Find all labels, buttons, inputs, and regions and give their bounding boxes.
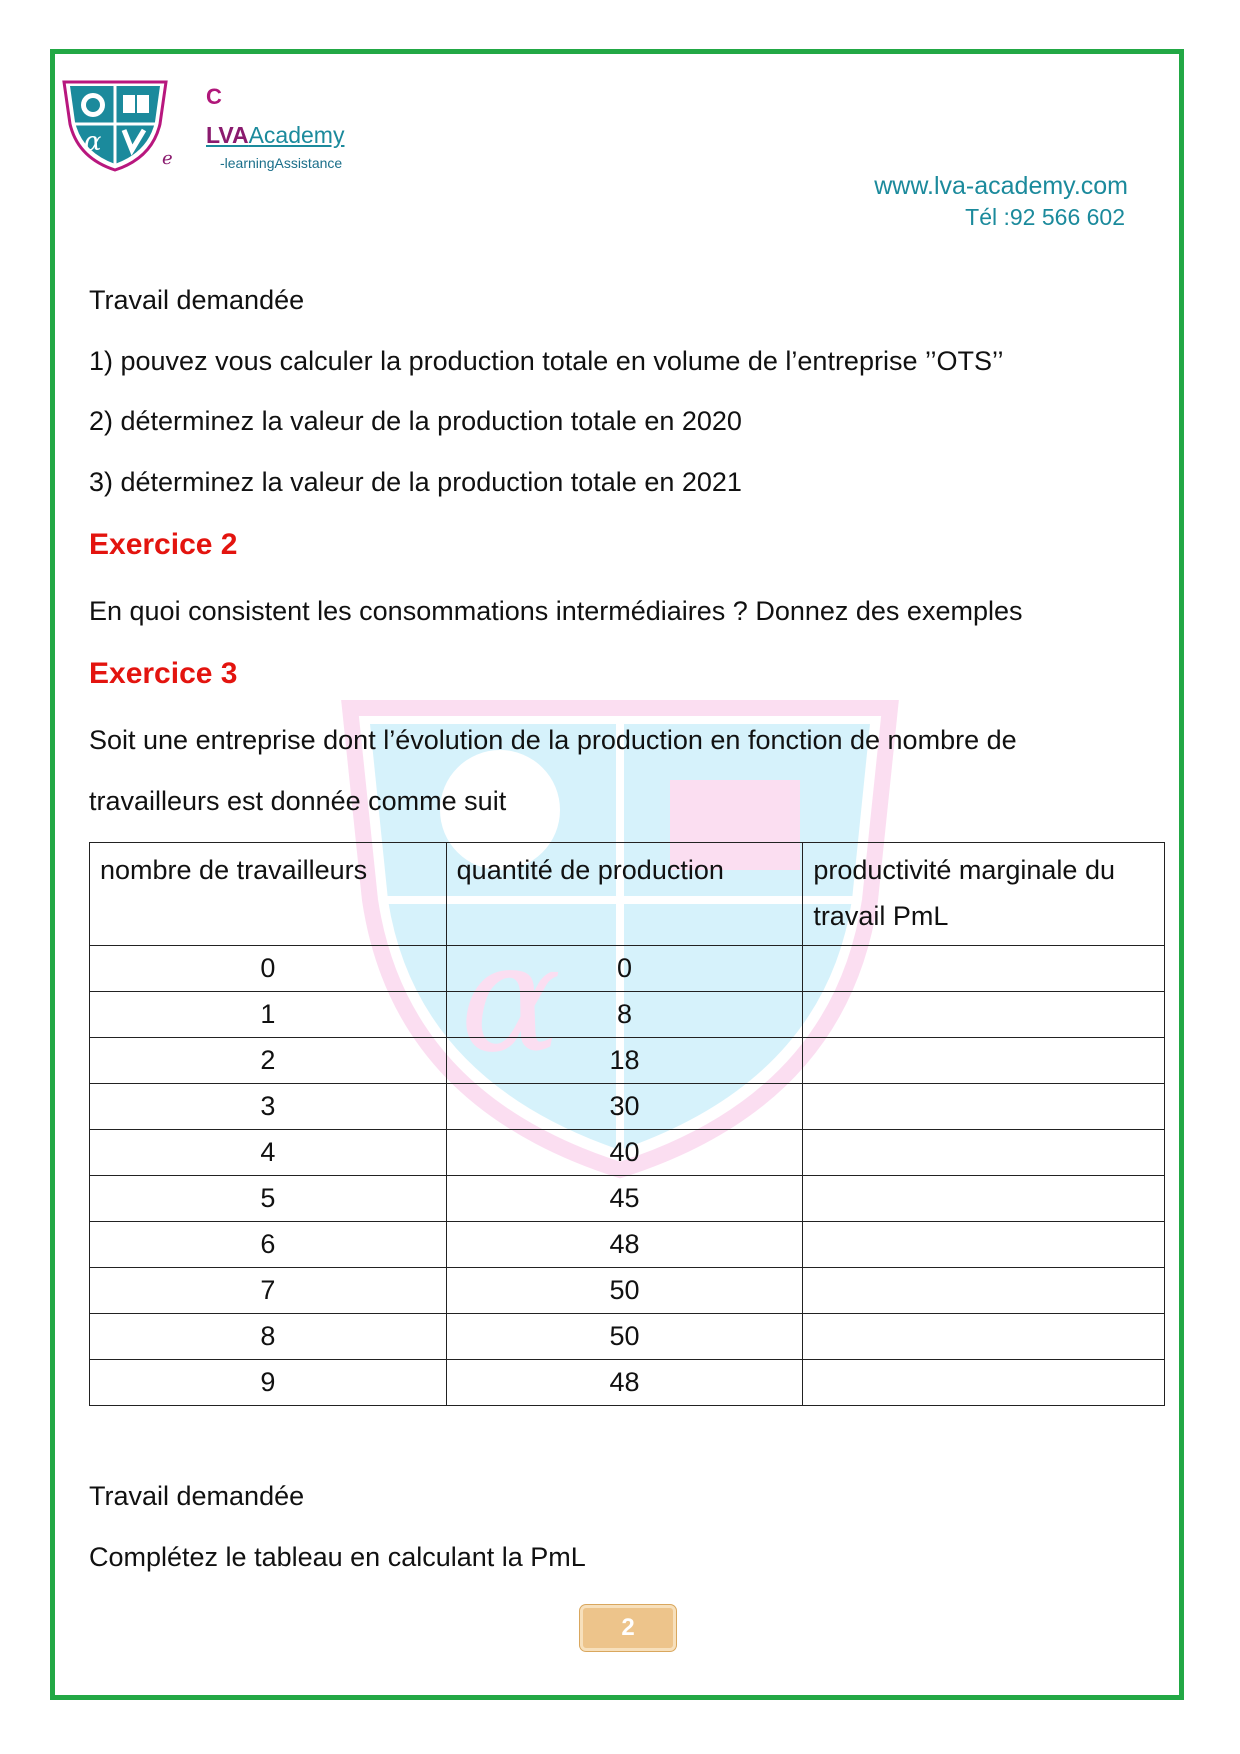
cell-production: 40: [446, 1130, 803, 1176]
cell-pml[interactable]: [803, 1314, 1165, 1360]
cell-pml[interactable]: [803, 1084, 1165, 1130]
cell-workers: 3: [90, 1084, 447, 1130]
cell-production: 30: [446, 1084, 803, 1130]
cell-pml[interactable]: [803, 1176, 1165, 1222]
table-row: [90, 1222, 1165, 1268]
cell-pml[interactable]: [803, 1360, 1165, 1406]
travail-heading-1: Travail demandée: [89, 285, 305, 315]
header-pml: productivité marginale du travail PmL: [803, 843, 1165, 946]
cell-pml[interactable]: [803, 946, 1165, 992]
cell-workers: 7: [90, 1268, 447, 1314]
brand-subtitle: -learningAssistance: [220, 155, 343, 171]
cell-workers: 9: [90, 1360, 447, 1406]
table-row: [90, 946, 1165, 992]
cell-workers: 1: [90, 992, 447, 1038]
question-2: 2) déterminez la valeur de la production totale en 2020: [89, 406, 742, 436]
brand-e: e: [162, 148, 173, 169]
instruction: Complétez le tableau en calculant la PmL: [89, 1542, 586, 1572]
travail-heading-2: Travail demandée: [89, 1481, 305, 1511]
brand-academy: Academy: [248, 122, 345, 148]
brand-name[interactable]: [206, 122, 344, 149]
cell-workers: 0: [90, 946, 447, 992]
cell-workers: 2: [90, 1038, 447, 1084]
exercise-2-title: Exercice 2: [89, 528, 238, 561]
cell-pml[interactable]: [803, 1222, 1165, 1268]
cell-workers: 8: [90, 1314, 447, 1360]
table-row: [90, 1084, 1165, 1130]
cell-production: 48: [446, 1360, 803, 1406]
cell-pml[interactable]: [803, 1130, 1165, 1176]
exercise-2-text: En quoi consistent les consommations intermédiaires ? Donnez des exemples: [89, 596, 1023, 626]
table-row: [90, 1038, 1165, 1084]
cell-workers: 5: [90, 1176, 447, 1222]
question-1: 1) pouvez vous calculer la production totale en volume de l’entreprise ’’OTS’’: [89, 346, 1004, 376]
cell-workers: 4: [90, 1130, 447, 1176]
table-header-row: [90, 843, 1165, 946]
lva-shield-logo-icon: [60, 78, 170, 172]
table-row: [90, 1176, 1165, 1222]
header-production: quantité de production: [446, 843, 803, 946]
table-row: [90, 1268, 1165, 1314]
cell-production: 48: [446, 1222, 803, 1268]
table-row: [90, 1314, 1165, 1360]
cell-pml[interactable]: [803, 1038, 1165, 1084]
cell-production: 18: [446, 1038, 803, 1084]
exercise-3-text-line-2: travailleurs est donnée comme suit: [89, 786, 507, 816]
exercise-3-title: Exercice 3: [89, 657, 238, 690]
table-row: [90, 1130, 1165, 1176]
phone-number: Tél :92 566 602: [965, 204, 1125, 230]
cell-production: 50: [446, 1314, 803, 1360]
cell-production: 45: [446, 1176, 803, 1222]
svg-text:α: α: [84, 127, 102, 157]
cell-pml[interactable]: [803, 1268, 1165, 1314]
question-3: 3) déterminez la valeur de la production totale en 2021: [89, 467, 742, 497]
brand-lva: LVA: [206, 122, 249, 148]
cell-workers: 6: [90, 1222, 447, 1268]
cell-production: 50: [446, 1268, 803, 1314]
table-row: [90, 1360, 1165, 1406]
header-workers: nombre de travailleurs: [90, 843, 447, 946]
table-row: [90, 992, 1165, 1038]
website-link[interactable]: www.lva-academy.com: [874, 172, 1128, 200]
cell-production: 0: [446, 946, 803, 992]
cell-pml[interactable]: [803, 992, 1165, 1038]
exercise-3-text-line-1: Soit une entreprise dont l’évolution de la production en fonction de nombre de: [89, 725, 1017, 755]
svg-text:α: α: [460, 912, 562, 1086]
page-number-badge: 2: [580, 1605, 676, 1651]
production-table: [89, 842, 1165, 1406]
brand-letter: C: [206, 84, 222, 109]
cell-production: 8: [446, 992, 803, 1038]
